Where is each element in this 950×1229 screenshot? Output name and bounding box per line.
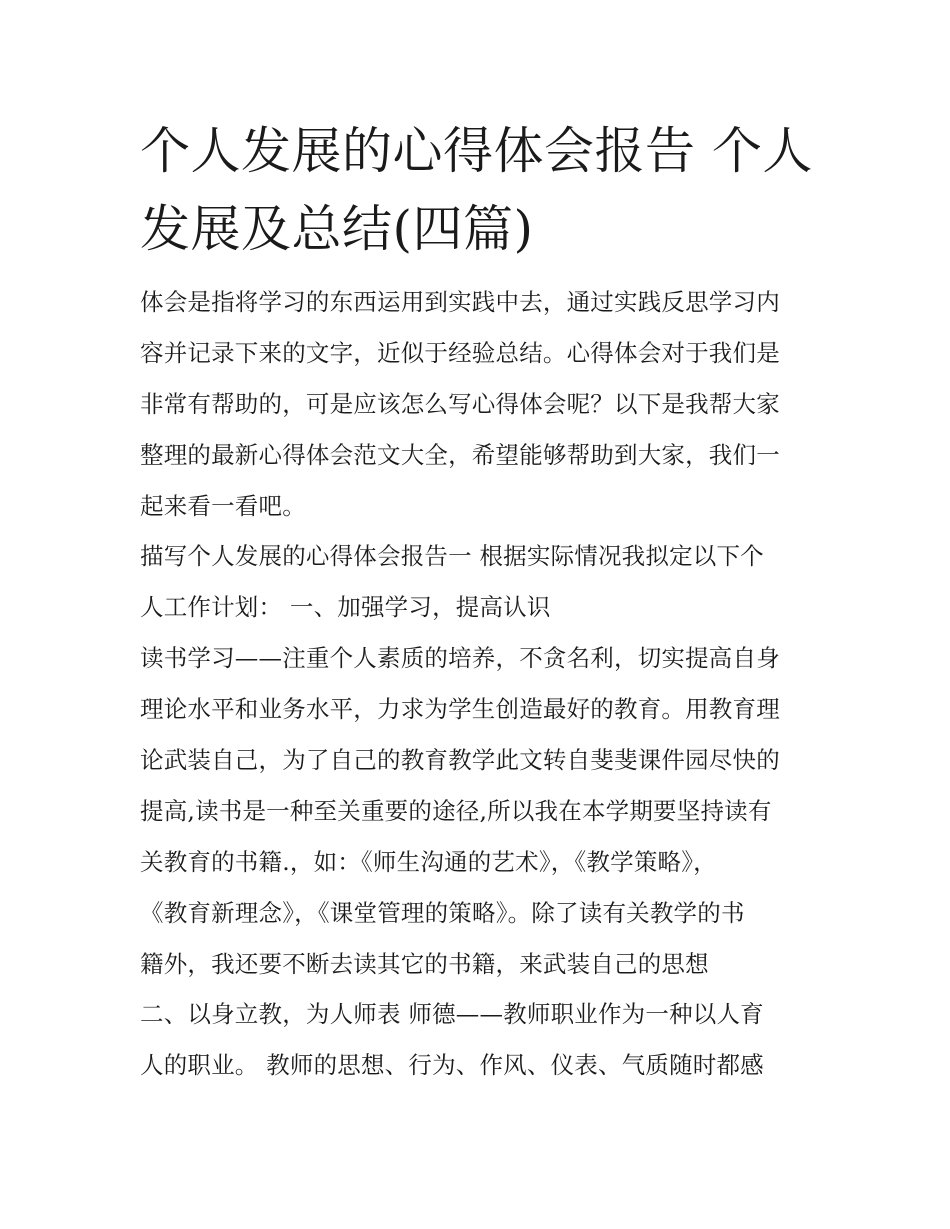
body-line: 容并记录下来的文字，近似于经验总结。心得体会对于我们是 xyxy=(140,338,780,367)
body-line: 二、以身立教，为人师表 师德——教师职业作为一种以人育 xyxy=(140,1000,764,1029)
body-line: 籍外，我还要不断去读其它的书籍，来武装自己的思想 xyxy=(140,949,709,978)
body-line: 论武装自己，为了自己的教育教学此文转自斐斐课件园尽快的 xyxy=(140,746,780,775)
body-line: 整理的最新心得体会范文大全，希望能够帮助到大家，我们一 xyxy=(140,440,780,469)
body-line: 理论水平和业务水平，力求为学生创造最好的教育。用教育理 xyxy=(140,695,780,724)
body-line: 人的职业。 教师的思想、行为、作风、仪表、气质随时都感 xyxy=(140,1051,764,1080)
document-body xyxy=(140,280,820,1094)
body-line: 体会是指将学习的东西运用到实践中去，通过实践反思学习内 xyxy=(140,288,780,316)
page-title xyxy=(140,112,820,268)
title-line: 发展及总结(四篇) xyxy=(140,200,534,258)
body-line: 人工作计划： 一、加强学习，提高认识 xyxy=(140,593,551,622)
title-line: 个人发展的心得体会报告 个人 xyxy=(140,122,813,180)
body-line: 非常有帮助的，可是应该怎么写心得体会呢？以下是我帮大家 xyxy=(140,389,780,418)
body-line: 《教育新理念》，《课堂管理的策略》。除了读有关教学的书 xyxy=(140,898,745,927)
body-line: 关教育的书籍.，如：《师生沟通的艺术》，《教学策略》， xyxy=(140,847,717,876)
body-line: 起来看一看吧。 xyxy=(140,491,306,520)
body-line: 读书学习——注重个人素质的培养，不贪名利，切实提高自身 xyxy=(140,644,780,673)
body-line: 描写个人发展的心得体会报告一 根据实际情况我拟定以下个 xyxy=(140,542,764,571)
body-line: 提高,读书是一种至关重要的途径,所以我在本学期要坚持读有 xyxy=(140,796,772,825)
